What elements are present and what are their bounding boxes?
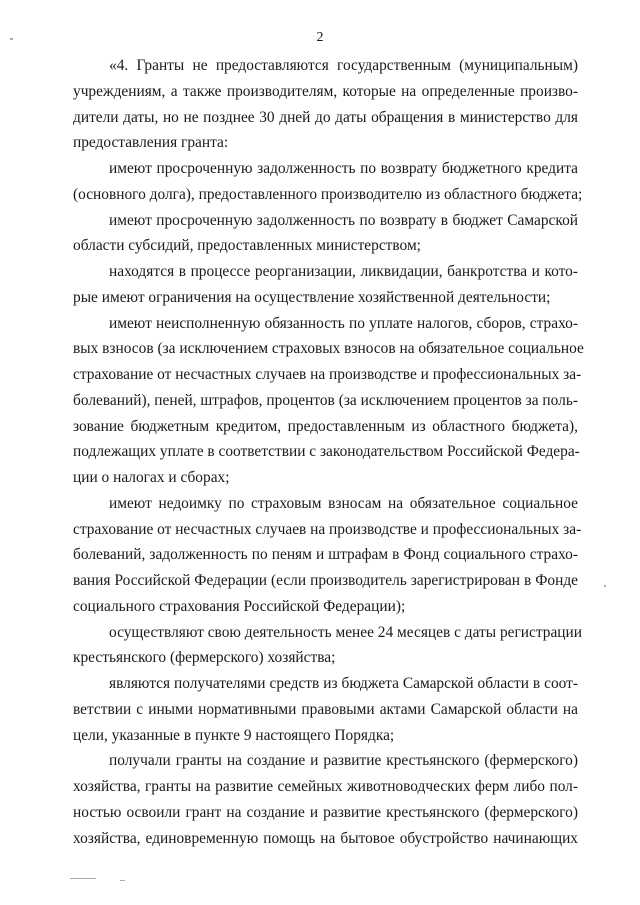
text-line: болеваний, задолженность по пеням и штрафам в Фонд социального страхо-	[73, 546, 578, 564]
text-line: (основного долга), предоставленного производителю из областного бюджета;	[73, 185, 583, 203]
paragraph	[73, 748, 578, 851]
paragraph	[73, 491, 582, 620]
text-line: болеваний), пеней, штрафов, процентов (за исключением процентов за поль-	[73, 391, 578, 409]
text-line: осуществляют свою деятельность менее 24 месяцев с даты регистрации	[109, 623, 582, 641]
scan-artifact	[70, 878, 96, 879]
paragraph	[73, 311, 584, 491]
text-line: хозяйства, гранты на развитие семейных животноводческих ферм либо пол-	[73, 778, 578, 795]
text-line: вания Российской Федерации (если производитель зарегистрирован в Фонде	[73, 572, 578, 589]
paragraph	[73, 156, 583, 208]
text-line: учреждениям, а также производителям, которые на определенные произво-	[73, 82, 578, 100]
text-line: вых взносов (за исключением страховых взносов на обязательное социальное	[73, 340, 584, 358]
text-line: «4. Гранты не предоставляются государственным (муниципальным)	[109, 57, 578, 74]
text-line: имеют недоимку по страховым взносам на обязательное социальное	[109, 494, 578, 512]
text-line: находятся в процессе реорганизации, ликвидации, банкротства и кото-	[109, 263, 578, 280]
text-line: получали гранты на создание и развитие крестьянского (фермерского)	[109, 752, 578, 770]
scan-artifact	[120, 880, 125, 881]
scan-artifact	[10, 38, 13, 40]
text-line: зование бюджетным кредитом, предоставленным из областного бюджета),	[73, 417, 578, 435]
text-line: социального страхования Российской Федерации);	[73, 597, 406, 615]
paragraph	[73, 671, 578, 748]
text-line: ции о налогах и сборах;	[73, 469, 230, 486]
text-line: области субсидий, предоставленных министерством;	[73, 237, 421, 255]
text-line: рые имеют ограничения на осуществление хозяйственной деятельности;	[73, 288, 551, 306]
paragraph	[73, 208, 578, 260]
text-line: имеют неисполненную обязанность по уплате налогов, сборов, страхо-	[109, 314, 578, 332]
scan-artifact	[604, 585, 606, 587]
text-line: предоставления гранта:	[73, 134, 229, 152]
text-line: являются получателями средств из бюджета Самарской области в соот-	[109, 675, 578, 692]
paragraph	[73, 53, 578, 156]
text-line: имеют просроченную задолженность по возврату в бюджет Самарской	[109, 211, 578, 229]
paragraph	[73, 259, 578, 311]
text-line: страхование от несчастных случаев на производстве и профессиональных за-	[73, 366, 582, 383]
text-line: страхование от несчастных случаев на производстве и профессиональных за-	[73, 520, 582, 538]
document-body	[73, 53, 584, 851]
text-line: подлежащих уплате в соответствии с законодательством Российской Федера-	[73, 443, 580, 461]
paragraph	[73, 620, 582, 672]
text-line: ветствии с иными нормативными правовыми актами Самарской области на	[73, 700, 578, 718]
text-line: имеют просроченную задолженность по возврату бюджетного кредита	[109, 160, 578, 177]
text-line: дители даты, но не позднее 30 дней до даты обращения в министерство для	[73, 108, 578, 126]
text-line: хозяйства, единовременную помощь на бытовое обустройство начинающих	[73, 829, 578, 847]
text-line: ностью освоили грант на создание и развитие крестьянского (фермерского)	[73, 803, 578, 821]
text-line: цели, указанные в пункте 9 настоящего Порядка;	[73, 726, 395, 744]
page-number: 2	[316, 30, 324, 45]
text-line: крестьянского (фермерского) хозяйства;	[73, 649, 336, 667]
